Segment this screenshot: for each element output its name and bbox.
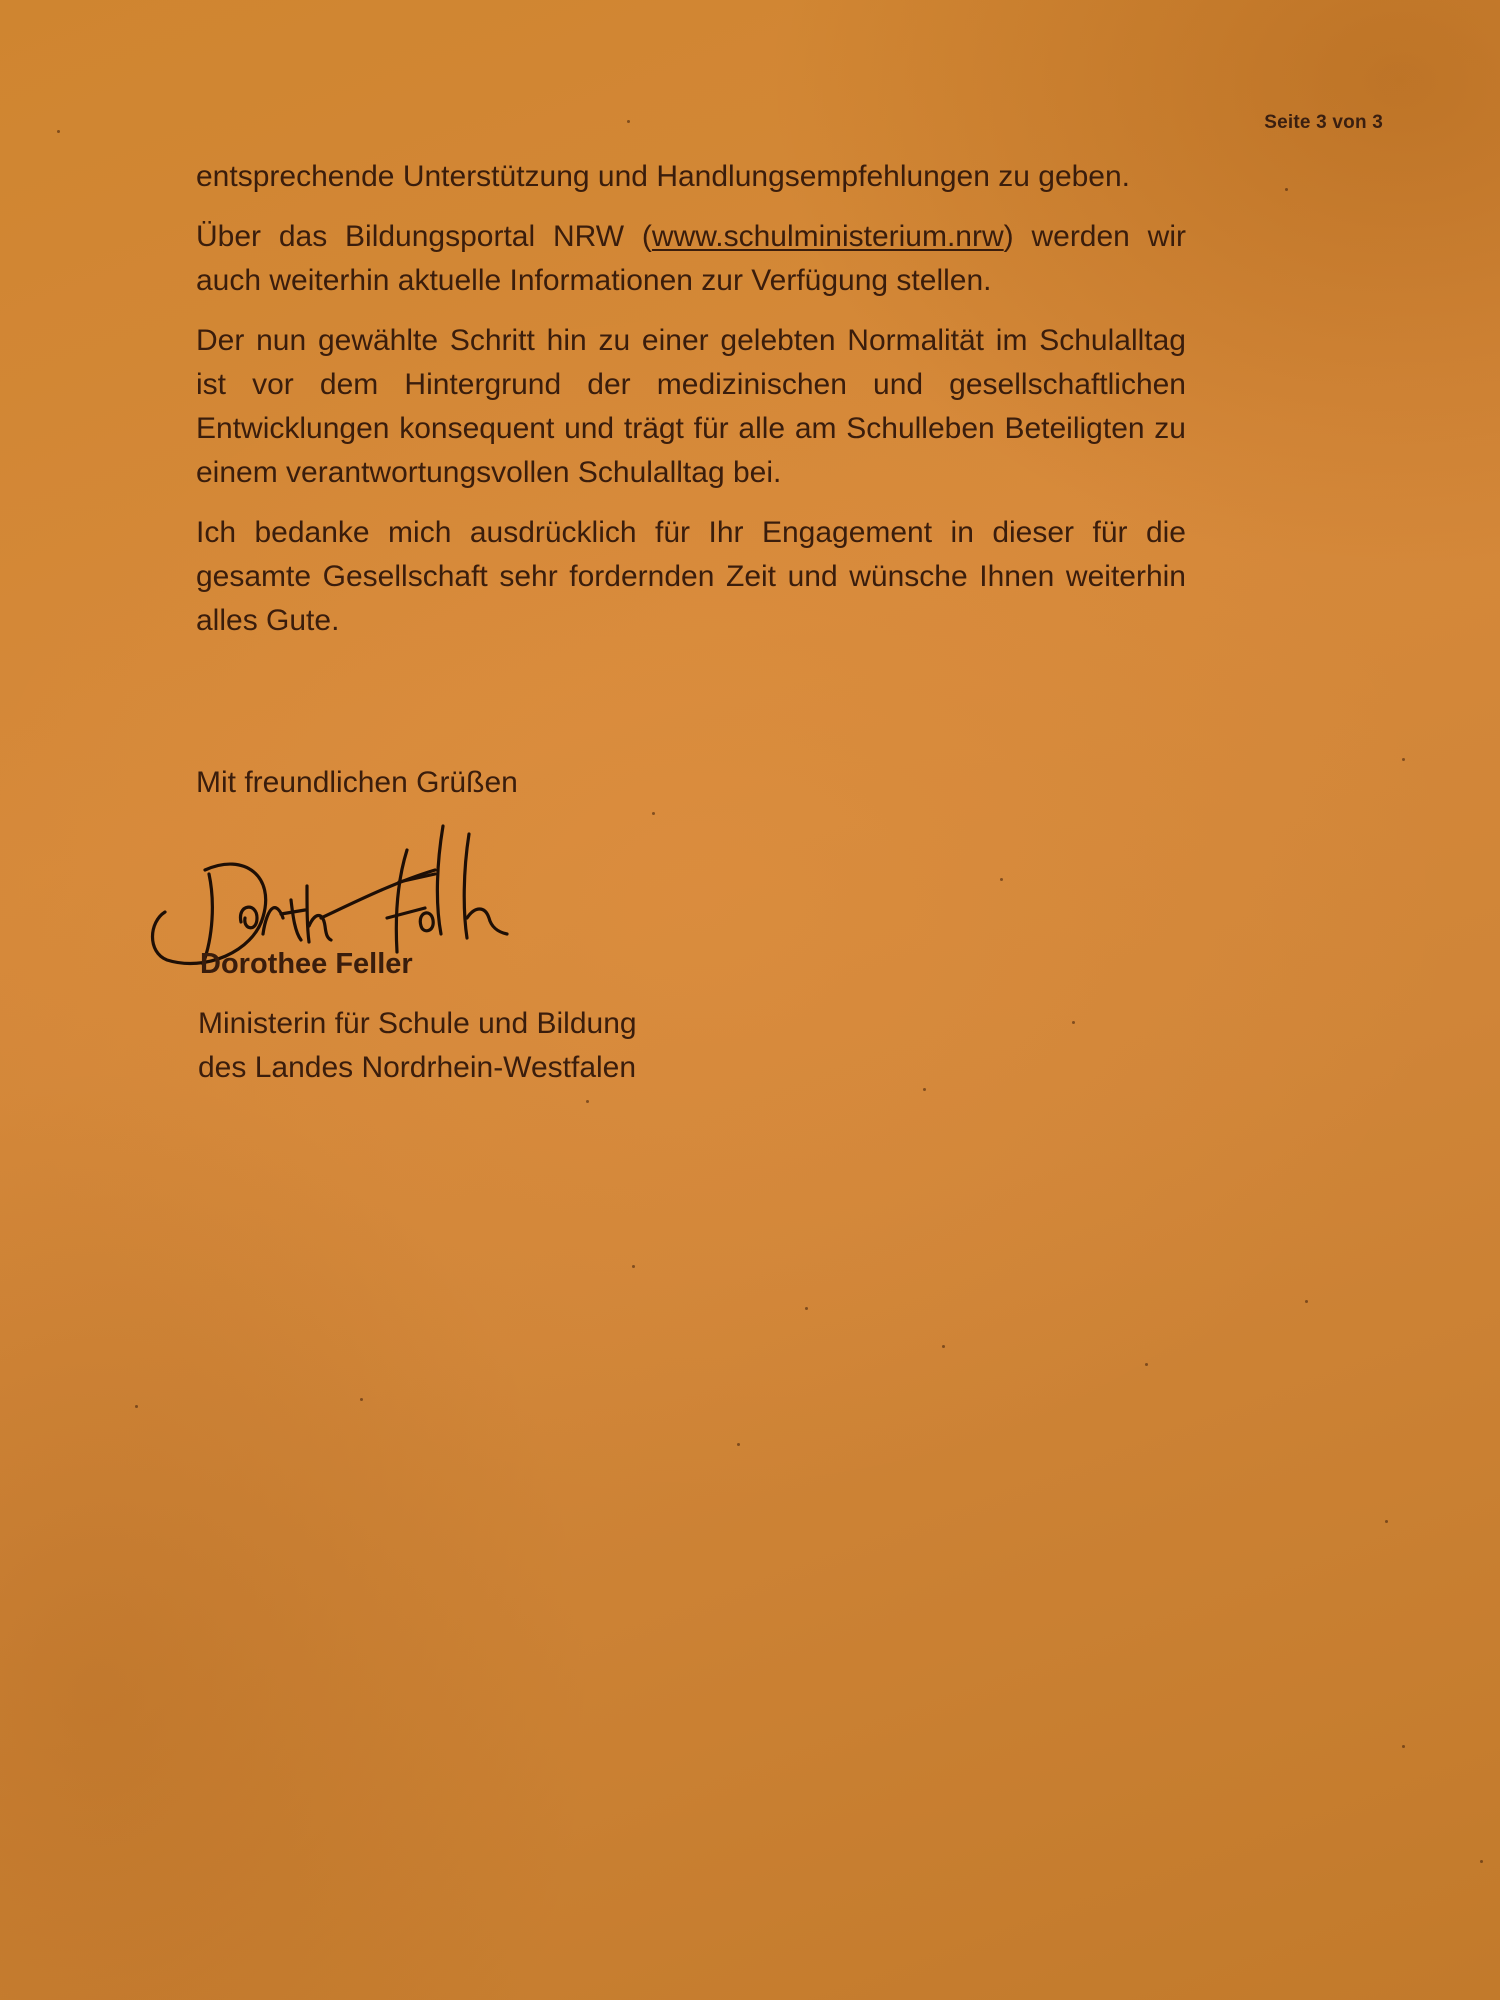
paper-speck xyxy=(135,1405,138,1408)
paper-speck xyxy=(1385,1520,1388,1523)
paper-speck xyxy=(57,130,60,133)
paper-speck xyxy=(627,120,630,123)
portal-link[interactable]: www.schulministerium.nrw xyxy=(651,220,1004,253)
paper-speck xyxy=(586,1100,589,1103)
paper-speck xyxy=(1000,878,1003,881)
paper-speck xyxy=(360,1398,363,1401)
signer-name: Dorothee Feller xyxy=(200,948,413,980)
letter-body xyxy=(196,155,1186,659)
paragraph-2-start: Über das Bildungsportal NRW ( xyxy=(196,220,652,253)
paper-speck xyxy=(805,1307,808,1310)
paragraph-4: Ich bedanke mich ausdrücklich für Ihr Engagement in dieser für die gesamte Gesellschaft sehr fordernden Zeit und wünsche Ihnen weiterhin alles Gute. xyxy=(196,516,1186,637)
signer-title xyxy=(198,1002,637,1090)
page-number: Seite 3 von 3 xyxy=(1264,112,1383,133)
signer-title-line-2: des Landes Nordrhein-Westfalen xyxy=(198,1051,637,1084)
paper-speck xyxy=(942,1345,945,1348)
paper-speck xyxy=(1072,1021,1075,1024)
paper-speck xyxy=(1285,188,1288,191)
closing-greeting: Mit freundlichen Grüßen xyxy=(196,766,518,799)
signer-title-line-1: Ministerin für Schule und Bildung xyxy=(198,1007,637,1040)
paper-speck xyxy=(1402,1745,1405,1748)
paragraph-3: Der nun gewählte Schritt hin zu einer gelebten Normalität im Schulalltag ist vor dem Hintergrund der medizinischen und gesellschaftlichen Entwicklungen konsequent und trägt für alle am Schulleben Beteiligten zu einem verantwortungsvollen Schulalltag bei. xyxy=(196,324,1186,489)
paragraph-2-end: ) werden wir auch weiterhin aktuelle Informationen zur Verfügung stellen. xyxy=(196,220,1187,297)
paper-speck xyxy=(1480,1860,1483,1863)
paper-speck xyxy=(652,812,655,815)
paper-speck xyxy=(923,1088,926,1091)
paragraph-1: entsprechende Unterstützung und Handlungsempfehlungen zu geben. xyxy=(196,160,1131,193)
paper-speck xyxy=(737,1443,740,1446)
paper-speck xyxy=(632,1265,635,1268)
paper-speck xyxy=(1402,758,1405,761)
paper-speck xyxy=(1305,1300,1308,1303)
paper-speck xyxy=(1145,1363,1148,1366)
paragraph-2 xyxy=(196,215,1186,303)
